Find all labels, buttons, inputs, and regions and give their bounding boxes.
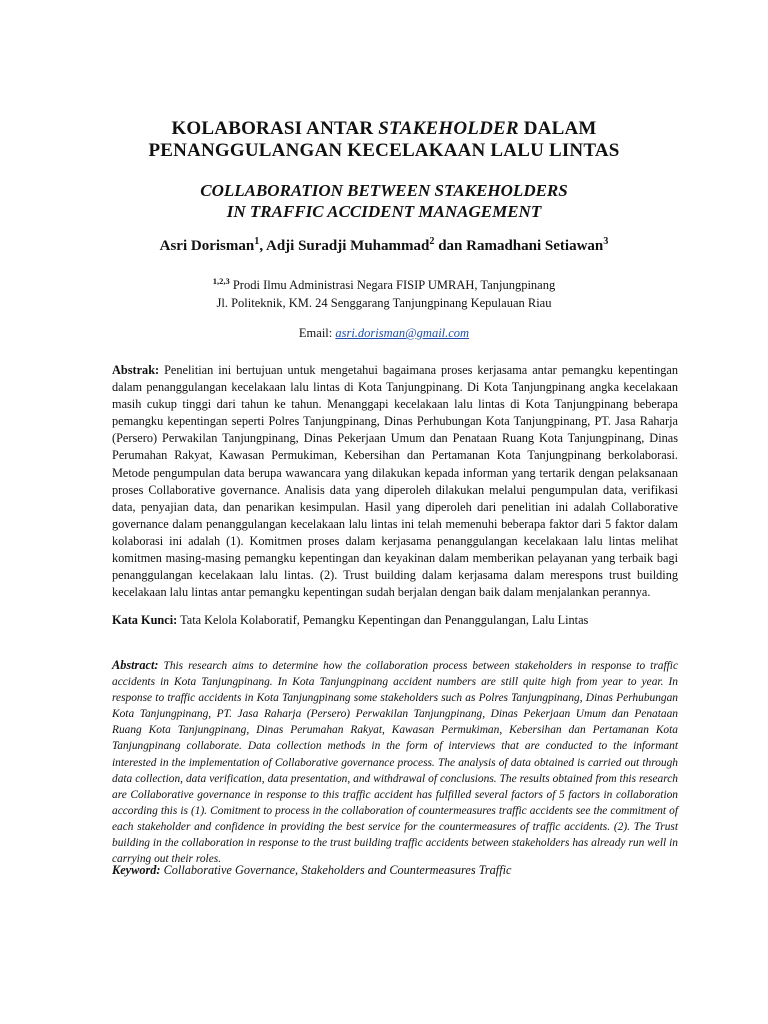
author-conjunction: dan <box>434 238 467 254</box>
title-part-1: KOLABORASI ANTAR <box>171 118 379 139</box>
abstrak-label: Abstrak: <box>112 363 160 377</box>
subtitle-line-2: IN TRAFFIC ACCIDENT MANAGEMENT <box>226 202 542 221</box>
abstrak-text: Penelitian ini bertujuan untuk mengetahui bagaimana proses kerjasama antar pemangku kepentingan dalam penanggulangan kecelakaan lalu lintas di Kota Tanjungpinang. Di Kota Tanjungpinang angka kecelakaan masih cukup tinggi dari tahun ke tahun. Menanggapi kecelakaan lalu lintas di Kota Tanjungpinang beberapa pemangku kepentingan seperti Polres Tanjungpinang, Dinas Perhubungan Kota Tanjungpinang, PT. Jasa Raharja (Persero) Perwakilan Tanjungpinang, Dinas Pekerjaan Umum dan Penataan Ruang Kota Tanjungpinang, Dinas Perumahan Rakyat, Kawasan Permukiman, Kebersihan dan Pertamanan Kota Tanjungpinang berkolaborasi. Metode pengumpulan data berupa wawancara yang dilakukan kepada informan yang tertarik dengan pelaksanaan proses Collaborative governance. Analisis data yang diperoleh dilakukan melalui pengumpulan data, verifikasi data, penyajian data, dan penarikan kesimpulan. Hasil yang diperoleh dari penelitian ini adalah Collaborative governance dalam penanggulangan kecelakaan lalu lintas ini telah memenuhi beberapa faktor dari 5 faktor dalam kolaborasi ini adalah (1). Komitmen proses dalam kerjasama penanggulangan kecelakaan lalu lintas melihat komitmen masing-masing pemangku kepentingan dan keyakinan dalam memberikan pelayanan yang terbaik bagi penanggulangan kecelakaan lalu lintas. (2). Trust building dalam kerjasama dalam merespons trust building kecelakaan lalu lintas antar pemangku kepentingan sudah berjalan dengan baik dalam menjalankan perannya. <box>112 363 678 600</box>
email-line <box>0 324 768 342</box>
author-list <box>0 236 768 256</box>
email-link[interactable]: asri.dorisman@gmail.com <box>335 326 470 340</box>
author-3: Ramadhani Setiawan <box>466 238 604 254</box>
author-1-sup: 1 <box>254 236 260 247</box>
affiliation-line-1 <box>0 276 768 294</box>
keyword-label: Keyword: <box>112 863 161 877</box>
author-2-sup: 2 <box>429 236 435 247</box>
title-line-2: PENANGGULANGAN KECELAKAAN LALU LINTAS <box>148 140 620 161</box>
affiliation-text-1: Prodi Ilmu Administrasi Negara FISIP UMRAH, Tanjungpinang <box>229 278 556 292</box>
author-2: Adji Suradji Muhammad <box>266 238 430 254</box>
abstract-text: This research aims to determine how the collaboration process between stakeholders in response to traffic accidents in Kota Tanjungpinang. In Kota Tanjungpinang accident numbers are still quite high from year to year. In response to traffic accidents in Kota Tanjungpinang some stakeholders such as Polres Tanjungpinang, Dinas Perhubungan Kota Tanjungpinang, PT. Jasa Raharja (Persero) Perwakilan Tanjungpinang, Dinas Pekerjaan Umum dan Penataan Ruang Kota Tanjungpinang, Dinas Perumahan Rakyat, Kawasan Permukiman, Kebersihan dan Pertamanan Kota Tanjungpinang collaborate. Data collection methods in the form of interviews that are conducted to the informant interested in the implementation of Collaborative governance process. The analysis of data obtained is carried out through data collection, data verification, data presentation, and withdrawal of conclusions. The results obtained from this research are Collaborative governance in response to this traffic accident has fulfilled several factors of 5 factors in collaboration according this is (1). Comitment to process in the collaboration of countermeasures traffic accidents see the commitment of each stakeholder and confidence in providing the best service for the countermeasures of traffic accidents. (2). The Trust building in the collaboration in response to the trust building traffic accidents between stakeholders has already run well in carrying out their roles. <box>112 660 678 866</box>
kata-kunci-label: Kata Kunci: <box>112 613 178 627</box>
affiliation-line-2: Jl. Politeknik, KM. 24 Senggarang Tanjungpinang Kepulauan Riau <box>216 296 552 310</box>
keyword-text: Collaborative Governance, Stakeholders and Countermeasures Traffic <box>160 863 512 877</box>
email-label: Email: <box>298 326 336 340</box>
author-1: Asri Dorisman <box>159 238 255 254</box>
author-3-sup: 3 <box>603 236 609 247</box>
title-part-2: DALAM <box>518 118 597 139</box>
affiliation <box>0 276 768 312</box>
kata-kunci-paragraph <box>112 612 678 629</box>
kata-kunci-text: Tata Kelola Kolaboratif, Pemangku Kepentingan dan Penanggulangan, Lalu Lintas <box>177 613 589 627</box>
abstract-paragraph <box>112 657 678 867</box>
title-line-1 <box>0 118 768 140</box>
author-separator: , <box>259 238 266 254</box>
keyword-paragraph <box>112 862 678 879</box>
title-italic-word: STAKEHOLDER <box>378 118 519 139</box>
paper-subtitle <box>0 180 768 222</box>
subtitle-line-1: COLLABORATION BETWEEN STAKEHOLDERS <box>200 181 568 200</box>
abstrak-paragraph <box>112 362 678 601</box>
abstract-label: Abstract: <box>112 658 159 672</box>
paper-title <box>0 118 768 162</box>
affiliation-sup: 1,2,3 <box>212 275 230 286</box>
